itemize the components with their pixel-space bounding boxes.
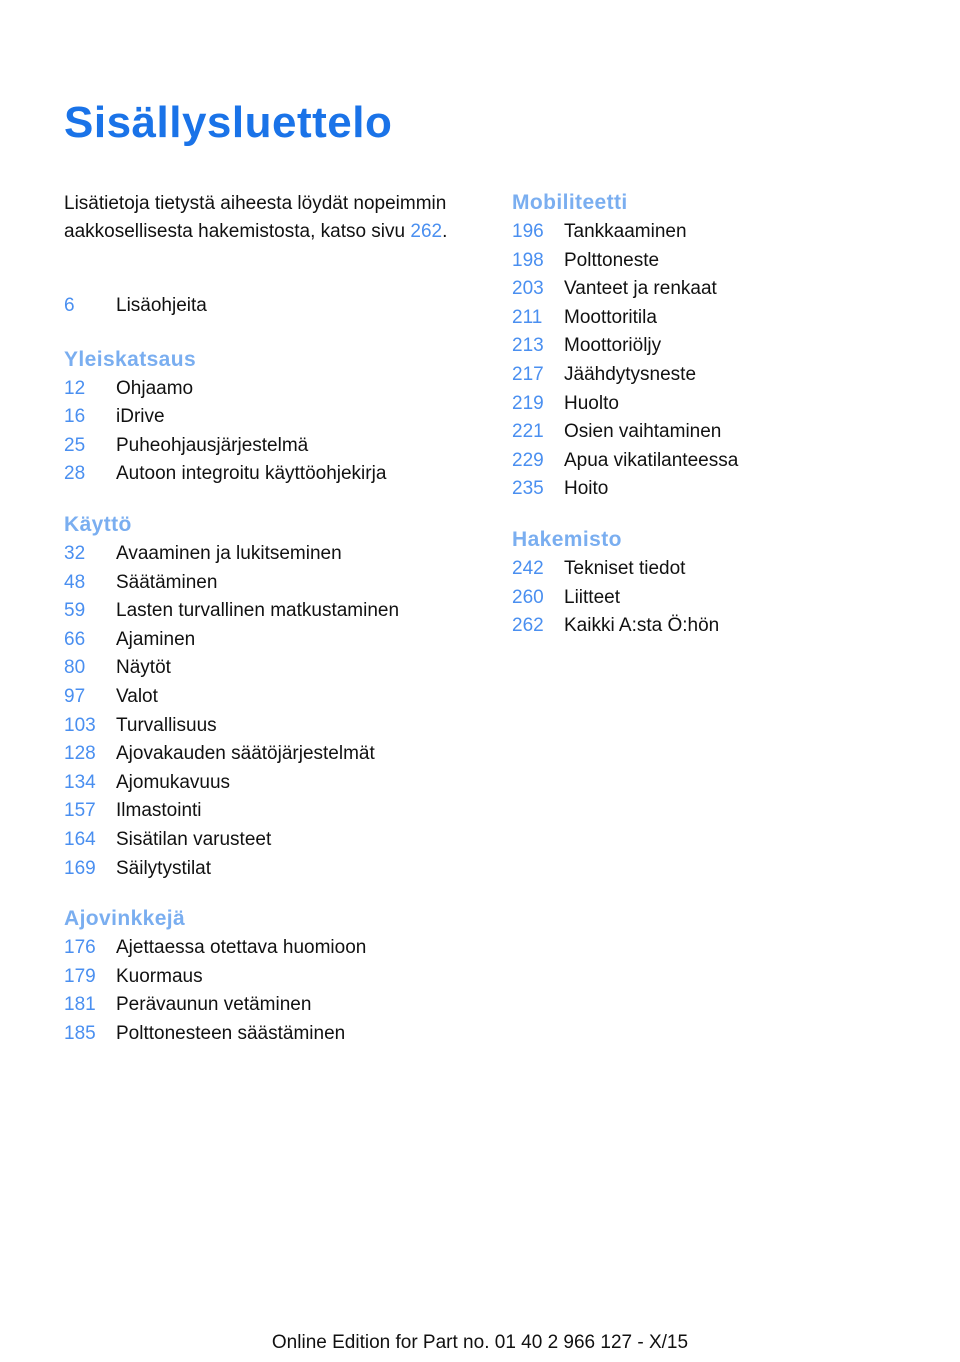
entry-label: Perävaunun vetäminen	[116, 994, 312, 1016]
intro-end: .	[442, 221, 448, 242]
toc-left-column	[64, 292, 464, 1048]
section-heading: Ajovinkkejä	[64, 907, 186, 931]
entry-label: Ajovakauden säätöjärjestelmät	[116, 743, 375, 765]
entry-label: Ohjaamo	[116, 377, 194, 399]
toc-entry[interactable]	[64, 292, 464, 321]
toc-entry[interactable]	[512, 247, 912, 276]
page-number: 176	[64, 937, 96, 959]
toc-entry[interactable]	[512, 361, 912, 390]
toc-entry[interactable]	[64, 683, 464, 712]
page-number: 203	[512, 278, 544, 300]
section-heading: Yleiskatsaus	[64, 347, 197, 371]
page-number: 213	[512, 335, 544, 357]
entry-label: Kaikki A:sta Ö:hön	[564, 615, 720, 637]
entry-label: Moottoriöljy	[564, 335, 662, 357]
entry-label: Polttoneste	[564, 249, 660, 271]
entry-label: Sisätilan varusteet	[116, 828, 272, 850]
page-number: 16	[64, 406, 86, 428]
entry-label: iDrive	[116, 406, 165, 428]
entry-label: Ajaminen	[116, 628, 196, 650]
entry-label: Turvallisuus	[116, 714, 217, 736]
toc-entry[interactable]	[512, 447, 912, 476]
page-number: 103	[64, 714, 96, 736]
entry-label: Autoon integroitu käyttöohjekirja	[116, 463, 387, 485]
toc-entry[interactable]	[64, 626, 464, 655]
page-number: 32	[64, 542, 86, 564]
page-number: 229	[512, 449, 544, 471]
entry-label: Liitteet	[564, 586, 620, 608]
toc-entry[interactable]	[64, 712, 464, 741]
page-number: 181	[64, 994, 96, 1016]
page-number: 157	[64, 800, 96, 822]
entry-label: Ajomukavuus	[116, 771, 231, 793]
page-number: 179	[64, 965, 96, 987]
toc-section	[64, 510, 464, 883]
section-heading: Mobiliteetti	[512, 191, 628, 214]
page-number: 6	[64, 295, 75, 316]
page-number: 260	[512, 586, 544, 608]
toc-entry[interactable]	[512, 275, 912, 304]
page-number: 25	[64, 434, 86, 456]
entry-label: Ilmastointi	[116, 800, 202, 822]
page-number: 59	[64, 600, 86, 622]
section-heading: Käyttö	[64, 512, 132, 536]
toc-entry[interactable]	[64, 963, 464, 992]
page-number: 134	[64, 771, 96, 793]
toc-entry[interactable]	[512, 418, 912, 447]
toc-entry[interactable]	[64, 826, 464, 855]
page-number: 221	[512, 421, 544, 443]
toc-entry[interactable]	[512, 332, 912, 361]
toc-entry[interactable]	[64, 432, 464, 461]
toc-entry[interactable]	[512, 304, 912, 333]
entry-label: Polttonesteen säästäminen	[116, 1022, 346, 1044]
entry-label: Avaaminen ja lukitseminen	[116, 542, 342, 564]
toc-entry[interactable]	[512, 555, 912, 584]
entry-label: Kuormaus	[116, 965, 203, 987]
toc-entry[interactable]	[512, 612, 912, 641]
page-number: 128	[64, 743, 96, 765]
toc-section	[64, 904, 464, 1048]
page-number: 219	[512, 392, 544, 414]
toc-entry[interactable]	[512, 475, 912, 504]
page-number: 262	[512, 615, 544, 637]
entry-label: Apua vikatilanteessa	[564, 449, 739, 471]
entry-label: Puheohjausjärjestelmä	[116, 434, 309, 456]
toc-entry[interactable]	[512, 584, 912, 613]
entry-label: Tankkaaminen	[564, 221, 687, 242]
toc-entry[interactable]	[64, 540, 464, 569]
entry-label: Moottoritila	[564, 306, 657, 328]
entry-label: Näytöt	[116, 657, 171, 679]
toc-entry[interactable]	[64, 991, 464, 1020]
entry-label: Huolto	[564, 392, 619, 414]
page-number: 12	[64, 377, 86, 399]
page-number: 185	[64, 1022, 96, 1044]
page-number: 211	[512, 306, 543, 328]
page-number: 97	[64, 685, 86, 707]
entry-label: Ajettaessa otettava huomioon	[116, 937, 367, 959]
entry-label: Vanteet ja renkaat	[564, 278, 717, 300]
toc-entry[interactable]	[64, 569, 464, 598]
intro-text: Lisätietoja tietystä aiheesta löydät nopeimmin aakkosellisesta hakemistosta, katso sivu	[64, 193, 447, 242]
toc-section	[64, 345, 464, 489]
entry-label: Tekniset tiedot	[564, 557, 686, 579]
entry-label: Osien vaihtaminen	[564, 421, 722, 443]
toc-right-column	[512, 188, 912, 641]
footer	[0, 1332, 960, 1354]
toc-entry[interactable]	[64, 740, 464, 769]
page-number: 196	[512, 221, 544, 242]
section-heading: Hakemisto	[512, 527, 622, 551]
toc-entry[interactable]	[64, 1020, 464, 1049]
footer-edition-text: Online Edition for Part no. 01 40 2 966 127 - X/15	[271, 1332, 689, 1353]
toc-entry[interactable]	[64, 797, 464, 826]
entry-label: Valot	[116, 685, 158, 707]
toc-entry[interactable]	[512, 218, 912, 247]
page-number: 217	[512, 363, 544, 385]
page-title: Sisällysluettelo	[64, 98, 393, 147]
toc-entry[interactable]	[64, 375, 464, 404]
page-number: 28	[64, 463, 86, 485]
toc-entry[interactable]	[64, 855, 464, 884]
page-number: 235	[512, 478, 544, 500]
toc-entry[interactable]	[64, 597, 464, 626]
page-number: 169	[64, 857, 96, 879]
entry-label: Jäähdytysneste	[564, 363, 697, 385]
entry-label: Lasten turvallinen matkustaminen	[116, 600, 400, 622]
page-number: 66	[64, 628, 86, 650]
page-number: 198	[512, 249, 544, 271]
entry-label: Säilytystilat	[116, 857, 212, 879]
entry-label: Säätäminen	[116, 571, 218, 593]
page-number: 242	[512, 557, 544, 579]
page-number: 80	[64, 657, 86, 679]
toc-entry[interactable]	[64, 460, 464, 489]
toc-entry[interactable]	[64, 403, 464, 432]
page-number: 48	[64, 571, 86, 593]
entry-label: Hoito	[564, 478, 609, 500]
toc-section	[512, 188, 912, 504]
index-page-link[interactable]: 262	[410, 221, 443, 242]
toc-entry[interactable]	[64, 769, 464, 798]
entry-label: Lisäohjeita	[116, 295, 207, 316]
toc-entry[interactable]	[64, 934, 464, 963]
page-number: 164	[64, 828, 96, 850]
toc-entry[interactable]	[64, 654, 464, 683]
toc-section	[512, 525, 912, 641]
toc-entry[interactable]	[512, 390, 912, 419]
intro-paragraph	[64, 190, 484, 246]
